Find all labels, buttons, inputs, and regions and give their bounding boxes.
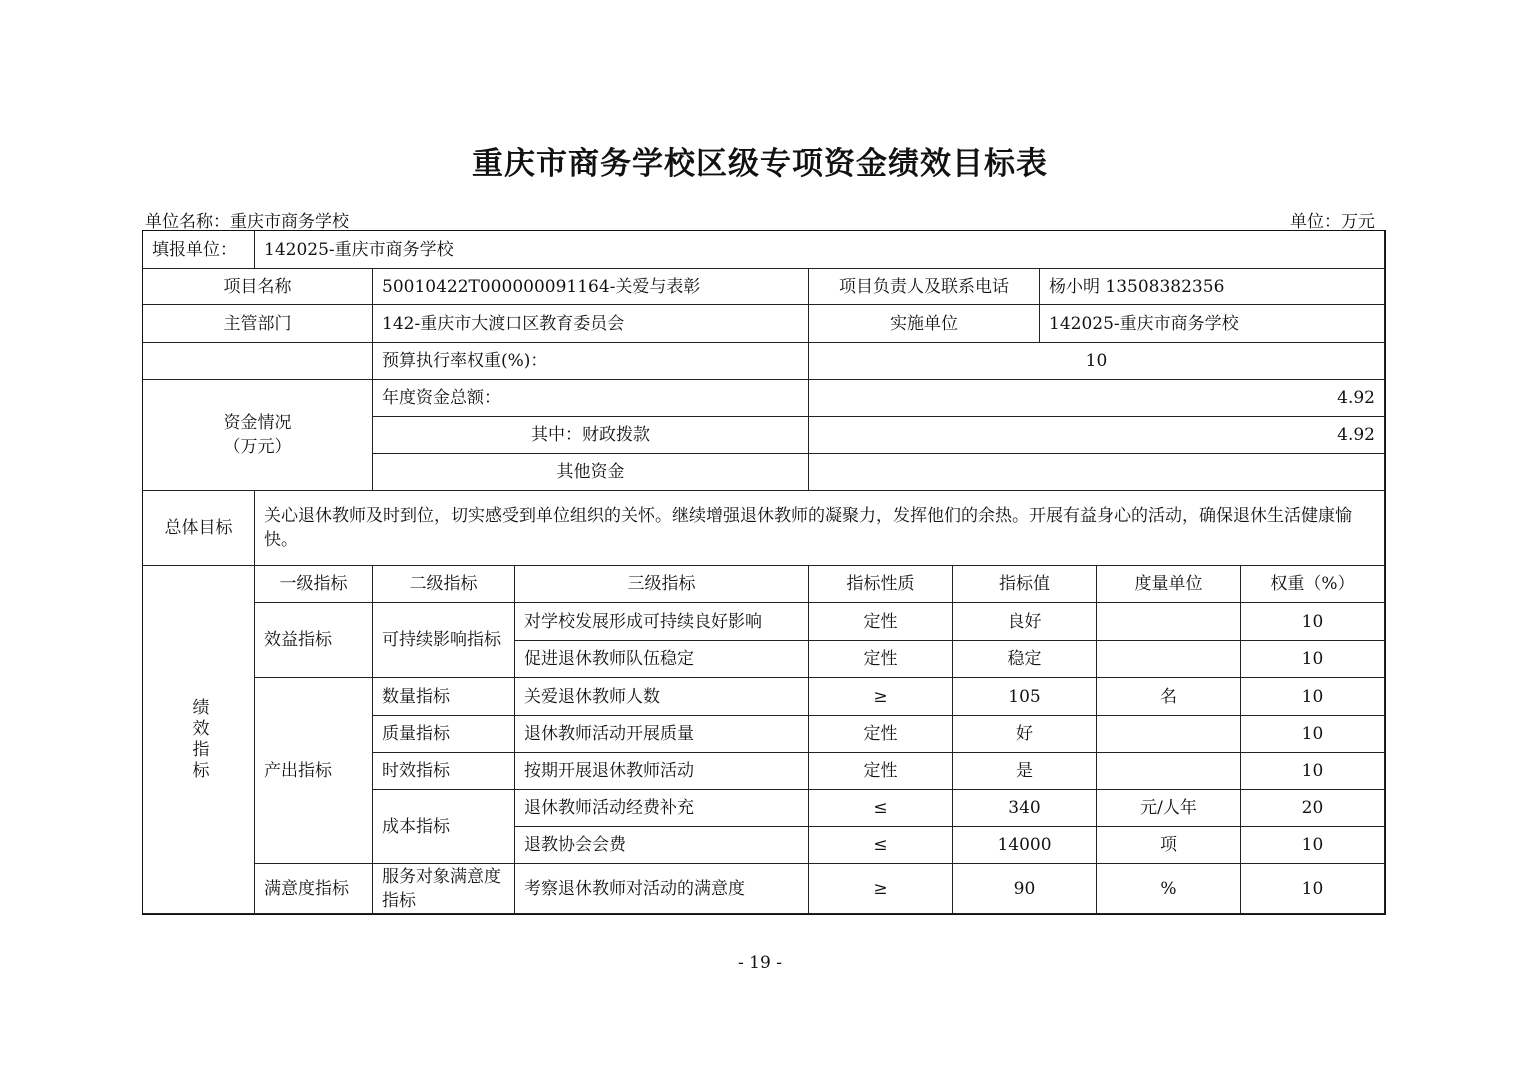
indicator-value-text: 是	[1016, 761, 1033, 781]
indicator-nature-text: ≤	[873, 798, 888, 818]
level2-indicator-text: 质量指标	[382, 724, 450, 744]
column-header	[1240, 565, 1385, 603]
indicator-value-text: 340	[1008, 798, 1041, 818]
level1-indicator-text: 效益指标	[264, 630, 332, 650]
level1-indicator	[254, 602, 373, 678]
indicator-nature	[808, 640, 953, 678]
other-funds-label	[372, 453, 809, 491]
level2-indicator-text: 可持续影响指标	[382, 630, 501, 650]
indicator-name-text: 关爱退休教师人数	[524, 686, 660, 707]
reporting-unit-label-text: 填报单位：	[152, 239, 237, 260]
indicator-weight-text: 10	[1301, 649, 1324, 669]
reporting-unit-label	[142, 230, 255, 269]
indicator-nature	[808, 752, 953, 790]
column-header	[808, 565, 953, 603]
level1-indicator	[254, 863, 373, 914]
indicator-weight	[1240, 826, 1385, 864]
indicator-weight-text: 20	[1301, 798, 1324, 818]
column-header-text: 指标值	[999, 574, 1050, 594]
indicator-nature	[808, 863, 953, 914]
fiscal-value	[808, 416, 1385, 454]
indicator-value-text: 良好	[1007, 611, 1042, 632]
level2-indicator	[372, 789, 515, 864]
indicator-name-text: 退休教师活动开展质量	[524, 724, 694, 744]
level1-indicator-text: 满意度指标	[264, 878, 349, 899]
level2-indicator	[372, 602, 515, 678]
indicator-weight-text: 10	[1301, 878, 1324, 899]
annual-total-value-text: 4.92	[1337, 388, 1375, 408]
indicator-nature-text: ≥	[873, 878, 888, 899]
indicator-weight	[1240, 602, 1385, 641]
project-name-value-text: 50010422T000000091164-关爱与表彰	[382, 276, 701, 297]
indicator-unit	[1096, 602, 1241, 641]
column-header-text: 一级指标	[279, 574, 348, 594]
budget-weight-value-text: 10	[1085, 351, 1108, 371]
indicator-value-text: 105	[1008, 686, 1041, 707]
impl-label-text: 实施单位	[890, 313, 958, 334]
dept-label-text: 主管部门	[223, 313, 292, 334]
indicator-unit	[1096, 789, 1241, 827]
indicator-value	[952, 677, 1097, 716]
project-name-label	[142, 268, 373, 305]
page-title: 重庆市商务学校区级专项资金绩效目标表	[472, 146, 1048, 182]
indicator-unit	[1096, 715, 1241, 753]
indicator-nature-text: 定性	[863, 761, 898, 781]
indicator-name	[514, 640, 809, 678]
indicator-weight	[1240, 789, 1385, 827]
indicator-name	[514, 863, 809, 914]
indicator-nature-text: ≤	[873, 835, 888, 855]
fiscal-label	[372, 416, 809, 454]
indicator-name	[514, 677, 809, 716]
indicator-weight-text: 10	[1301, 611, 1324, 632]
indicator-weight-text: 10	[1301, 686, 1324, 707]
indicator-nature-text: 定性	[863, 611, 898, 632]
level2-indicator	[372, 677, 515, 716]
indicator-weight	[1240, 640, 1385, 678]
indicator-name	[514, 826, 809, 864]
indicator-unit-text: %	[1160, 878, 1177, 899]
indicator-weight-text: 10	[1301, 835, 1324, 855]
indicator-value	[952, 715, 1097, 753]
indicator-unit-text: 名	[1160, 686, 1177, 707]
indicator-value-text: 14000	[997, 835, 1052, 855]
dept-label	[142, 304, 373, 343]
indicator-value	[952, 863, 1097, 914]
project-name-value	[372, 268, 809, 305]
funds-label-text: 资金情况 （万元）	[223, 413, 292, 457]
indicator-name-text: 退教协会会费	[524, 835, 626, 855]
column-header	[1096, 565, 1241, 603]
indicator-name-text: 考察退休教师对活动的满意度	[524, 878, 745, 899]
indicator-unit	[1096, 826, 1241, 864]
indicators-section-label	[142, 565, 255, 914]
column-header	[254, 565, 373, 603]
project-name-label-text: 项目名称	[223, 276, 292, 297]
level2-indicator	[372, 715, 515, 753]
indicator-unit-text: 元/人年	[1140, 798, 1197, 818]
column-header	[514, 565, 809, 603]
unit-name-label: 单位名称：重庆市商务学校	[145, 212, 349, 232]
funds-label	[142, 379, 373, 491]
annual-total-value	[808, 379, 1385, 417]
indicator-unit	[1096, 752, 1241, 790]
indicator-nature-text: ≥	[873, 686, 888, 707]
goal-text-text: 关心退休教师及时到位，切实感受到单位组织的关怀。继续增强退休教师的凝聚力，发挥他们的余热。开展有益身心的活动，确保退休生活健康愉快。	[264, 506, 1352, 550]
goal-label-text: 总体目标	[164, 518, 233, 538]
indicator-value	[952, 789, 1097, 827]
indicator-nature	[808, 715, 953, 753]
indicator-nature-text: 定性	[863, 649, 898, 669]
fiscal-value-text: 4.92	[1337, 425, 1375, 445]
impl-value-text: 142025-重庆市商务学校	[1049, 313, 1239, 334]
indicator-value	[952, 640, 1097, 678]
indicator-unit	[1096, 863, 1241, 914]
indicator-unit-text: 项	[1160, 835, 1177, 855]
indicator-nature	[808, 826, 953, 864]
indicators-section-label-text: 绩效指标	[188, 697, 209, 782]
reporting-unit-value	[254, 230, 1385, 269]
manager-value-text: 杨小明 13508382356	[1049, 276, 1225, 297]
column-header	[952, 565, 1097, 603]
column-header-text: 度量单位	[1134, 574, 1203, 594]
goal-label	[142, 490, 255, 566]
dept-value	[372, 304, 809, 343]
level2-indicator-text: 时效指标	[382, 761, 450, 781]
impl-value	[1039, 304, 1385, 343]
indicator-name	[514, 789, 809, 827]
fiscal-label-text: 其中：财政拨款	[531, 425, 650, 445]
other-funds-value	[808, 453, 1385, 491]
budget-weight-value	[808, 342, 1385, 380]
manager-label	[808, 268, 1040, 305]
level2-indicator-text: 数量指标	[382, 686, 450, 707]
budget-weight-label	[372, 342, 809, 380]
indicator-name-text: 促进退休教师队伍稳定	[524, 649, 694, 669]
column-header-text: 三级指标	[627, 574, 696, 594]
indicator-weight	[1240, 677, 1385, 716]
indicator-unit	[1096, 677, 1241, 716]
indicator-value	[952, 826, 1097, 864]
indicator-nature	[808, 789, 953, 827]
annual-total-label-text: 年度资金总额：	[382, 388, 501, 408]
budget-weight-label-text: 预算执行率权重(%)：	[382, 351, 548, 371]
impl-label	[808, 304, 1040, 343]
indicator-name-text: 对学校发展形成可持续良好影响	[524, 611, 762, 632]
currency-unit-label: 单位：万元	[1290, 212, 1375, 232]
indicator-weight	[1240, 752, 1385, 790]
goal-text	[254, 490, 1385, 566]
level1-indicator-text: 产出指标	[264, 760, 332, 781]
indicator-name-text: 退休教师活动经费补充	[524, 798, 694, 818]
dept-value-text: 142-重庆市大渡口区教育委员会	[382, 313, 625, 334]
empty-cell	[142, 342, 373, 380]
indicator-value	[952, 602, 1097, 641]
indicator-weight	[1240, 863, 1385, 914]
indicator-weight-text: 10	[1301, 724, 1324, 744]
indicator-nature	[808, 602, 953, 641]
level2-indicator	[372, 752, 515, 790]
reporting-unit-value-text: 142025-重庆市商务学校	[264, 239, 454, 260]
other-funds-label-text: 其他资金	[556, 462, 625, 482]
level2-indicator	[372, 863, 515, 914]
level2-indicator-text: 成本指标	[382, 816, 450, 837]
indicator-nature-text: 定性	[863, 724, 898, 744]
indicator-unit	[1096, 640, 1241, 678]
manager-label-text: 项目负责人及联系电话	[839, 276, 1009, 297]
indicator-weight-text: 10	[1301, 761, 1324, 781]
indicator-name	[514, 602, 809, 641]
annual-total-label	[372, 379, 809, 417]
level2-indicator-text: 服务对象满意度指标	[382, 866, 501, 911]
indicator-name-text: 按期开展退休教师活动	[524, 761, 694, 781]
indicator-weight	[1240, 715, 1385, 753]
indicator-value-text: 90	[1013, 878, 1036, 899]
indicator-value-text: 稳定	[1007, 649, 1042, 669]
level1-indicator	[254, 677, 373, 864]
column-header-text: 二级指标	[409, 574, 478, 594]
column-header	[372, 565, 515, 603]
indicator-name	[514, 752, 809, 790]
indicator-name	[514, 715, 809, 753]
page-number: - 19 -	[738, 953, 782, 973]
indicator-value	[952, 752, 1097, 790]
column-header-text: 权重（%）	[1270, 574, 1355, 594]
column-header-text: 指标性质	[846, 574, 915, 594]
indicator-value-text: 好	[1016, 724, 1033, 744]
manager-value	[1039, 268, 1385, 305]
indicator-nature	[808, 677, 953, 716]
